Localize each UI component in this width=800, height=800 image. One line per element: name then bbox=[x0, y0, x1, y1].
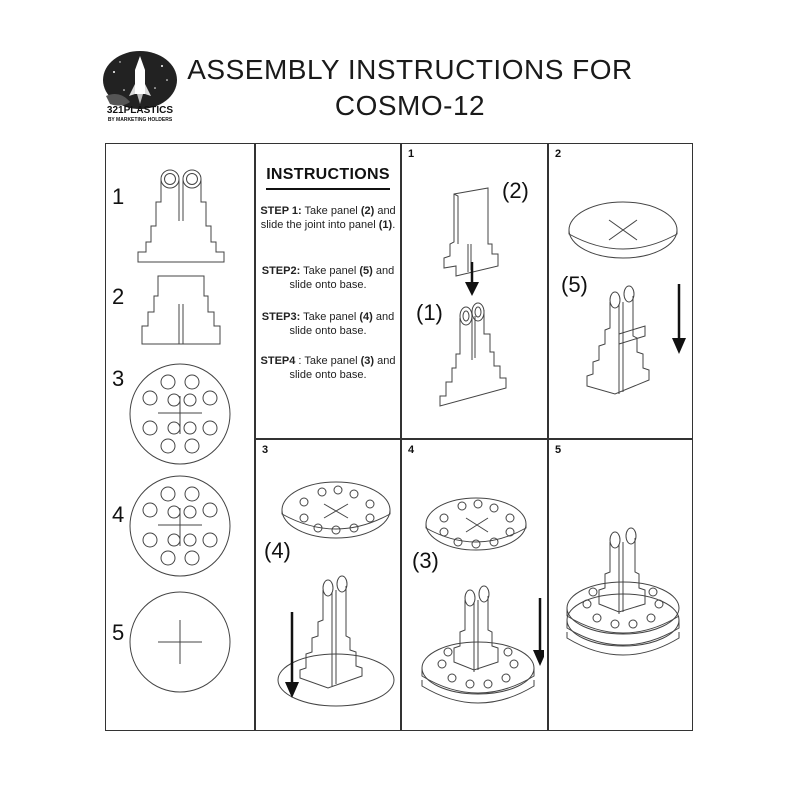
callout: (3) bbox=[412, 548, 439, 573]
step1-illustration bbox=[432, 184, 532, 414]
brand-logo bbox=[100, 50, 180, 124]
svg-text:BY MARKETING HOLDERS: BY MARKETING HOLDERS bbox=[107, 117, 173, 123]
part-number: 3 bbox=[112, 366, 125, 391]
front-panel-with-rings-icon bbox=[136, 166, 226, 264]
disc-12-holes-icon bbox=[128, 474, 232, 578]
title-line-2: COSMO-12 bbox=[334, 90, 486, 121]
step-1: STEP 1: Take panel (2) and slide the joint into panel (1). bbox=[260, 205, 396, 231]
panel-number: 4 bbox=[408, 444, 415, 456]
panel-number: 1 bbox=[408, 148, 415, 160]
instructions-title: INSTRUCTIONS bbox=[266, 166, 390, 183]
panel-number: 5 bbox=[555, 444, 562, 456]
assembly-panel-5 bbox=[549, 440, 692, 730]
base-disc-cross-slot-icon bbox=[128, 590, 232, 694]
instructions-panel bbox=[256, 144, 400, 438]
step-2: STEP2: Take panel (5) and slide onto base. bbox=[261, 265, 395, 291]
step-4: STEP4 : Take panel (3) and slide onto base. bbox=[260, 355, 396, 381]
assembly-panel-2 bbox=[549, 144, 692, 438]
instruction-grid bbox=[105, 143, 693, 731]
callout: (1) bbox=[416, 300, 443, 325]
assembly-panel-1 bbox=[402, 144, 547, 438]
part-number: 4 bbox=[112, 502, 125, 527]
svg-text:321PLASTICS: 321PLASTICS bbox=[106, 105, 174, 116]
callout: (4) bbox=[264, 538, 291, 563]
step-3: STEP3: Take panel (4) and slide onto base. bbox=[261, 311, 395, 337]
title-line-1: ASSEMBLY INSTRUCTIONS FOR bbox=[187, 54, 633, 85]
part-number: 2 bbox=[112, 284, 125, 309]
parts-list bbox=[106, 144, 254, 730]
front-panel-slotted-icon bbox=[136, 274, 226, 346]
part-number: 5 bbox=[112, 620, 125, 645]
panel-number: 3 bbox=[262, 444, 269, 456]
part-number: 1 bbox=[112, 184, 125, 209]
page-title bbox=[180, 52, 640, 124]
disc-12-holes-icon bbox=[128, 362, 232, 466]
panel-number: 2 bbox=[555, 148, 562, 160]
callout: (5) bbox=[561, 272, 588, 297]
assembly-panel-3 bbox=[256, 440, 400, 730]
assembly-panel-4 bbox=[402, 440, 547, 730]
callout: (2) bbox=[502, 178, 529, 203]
